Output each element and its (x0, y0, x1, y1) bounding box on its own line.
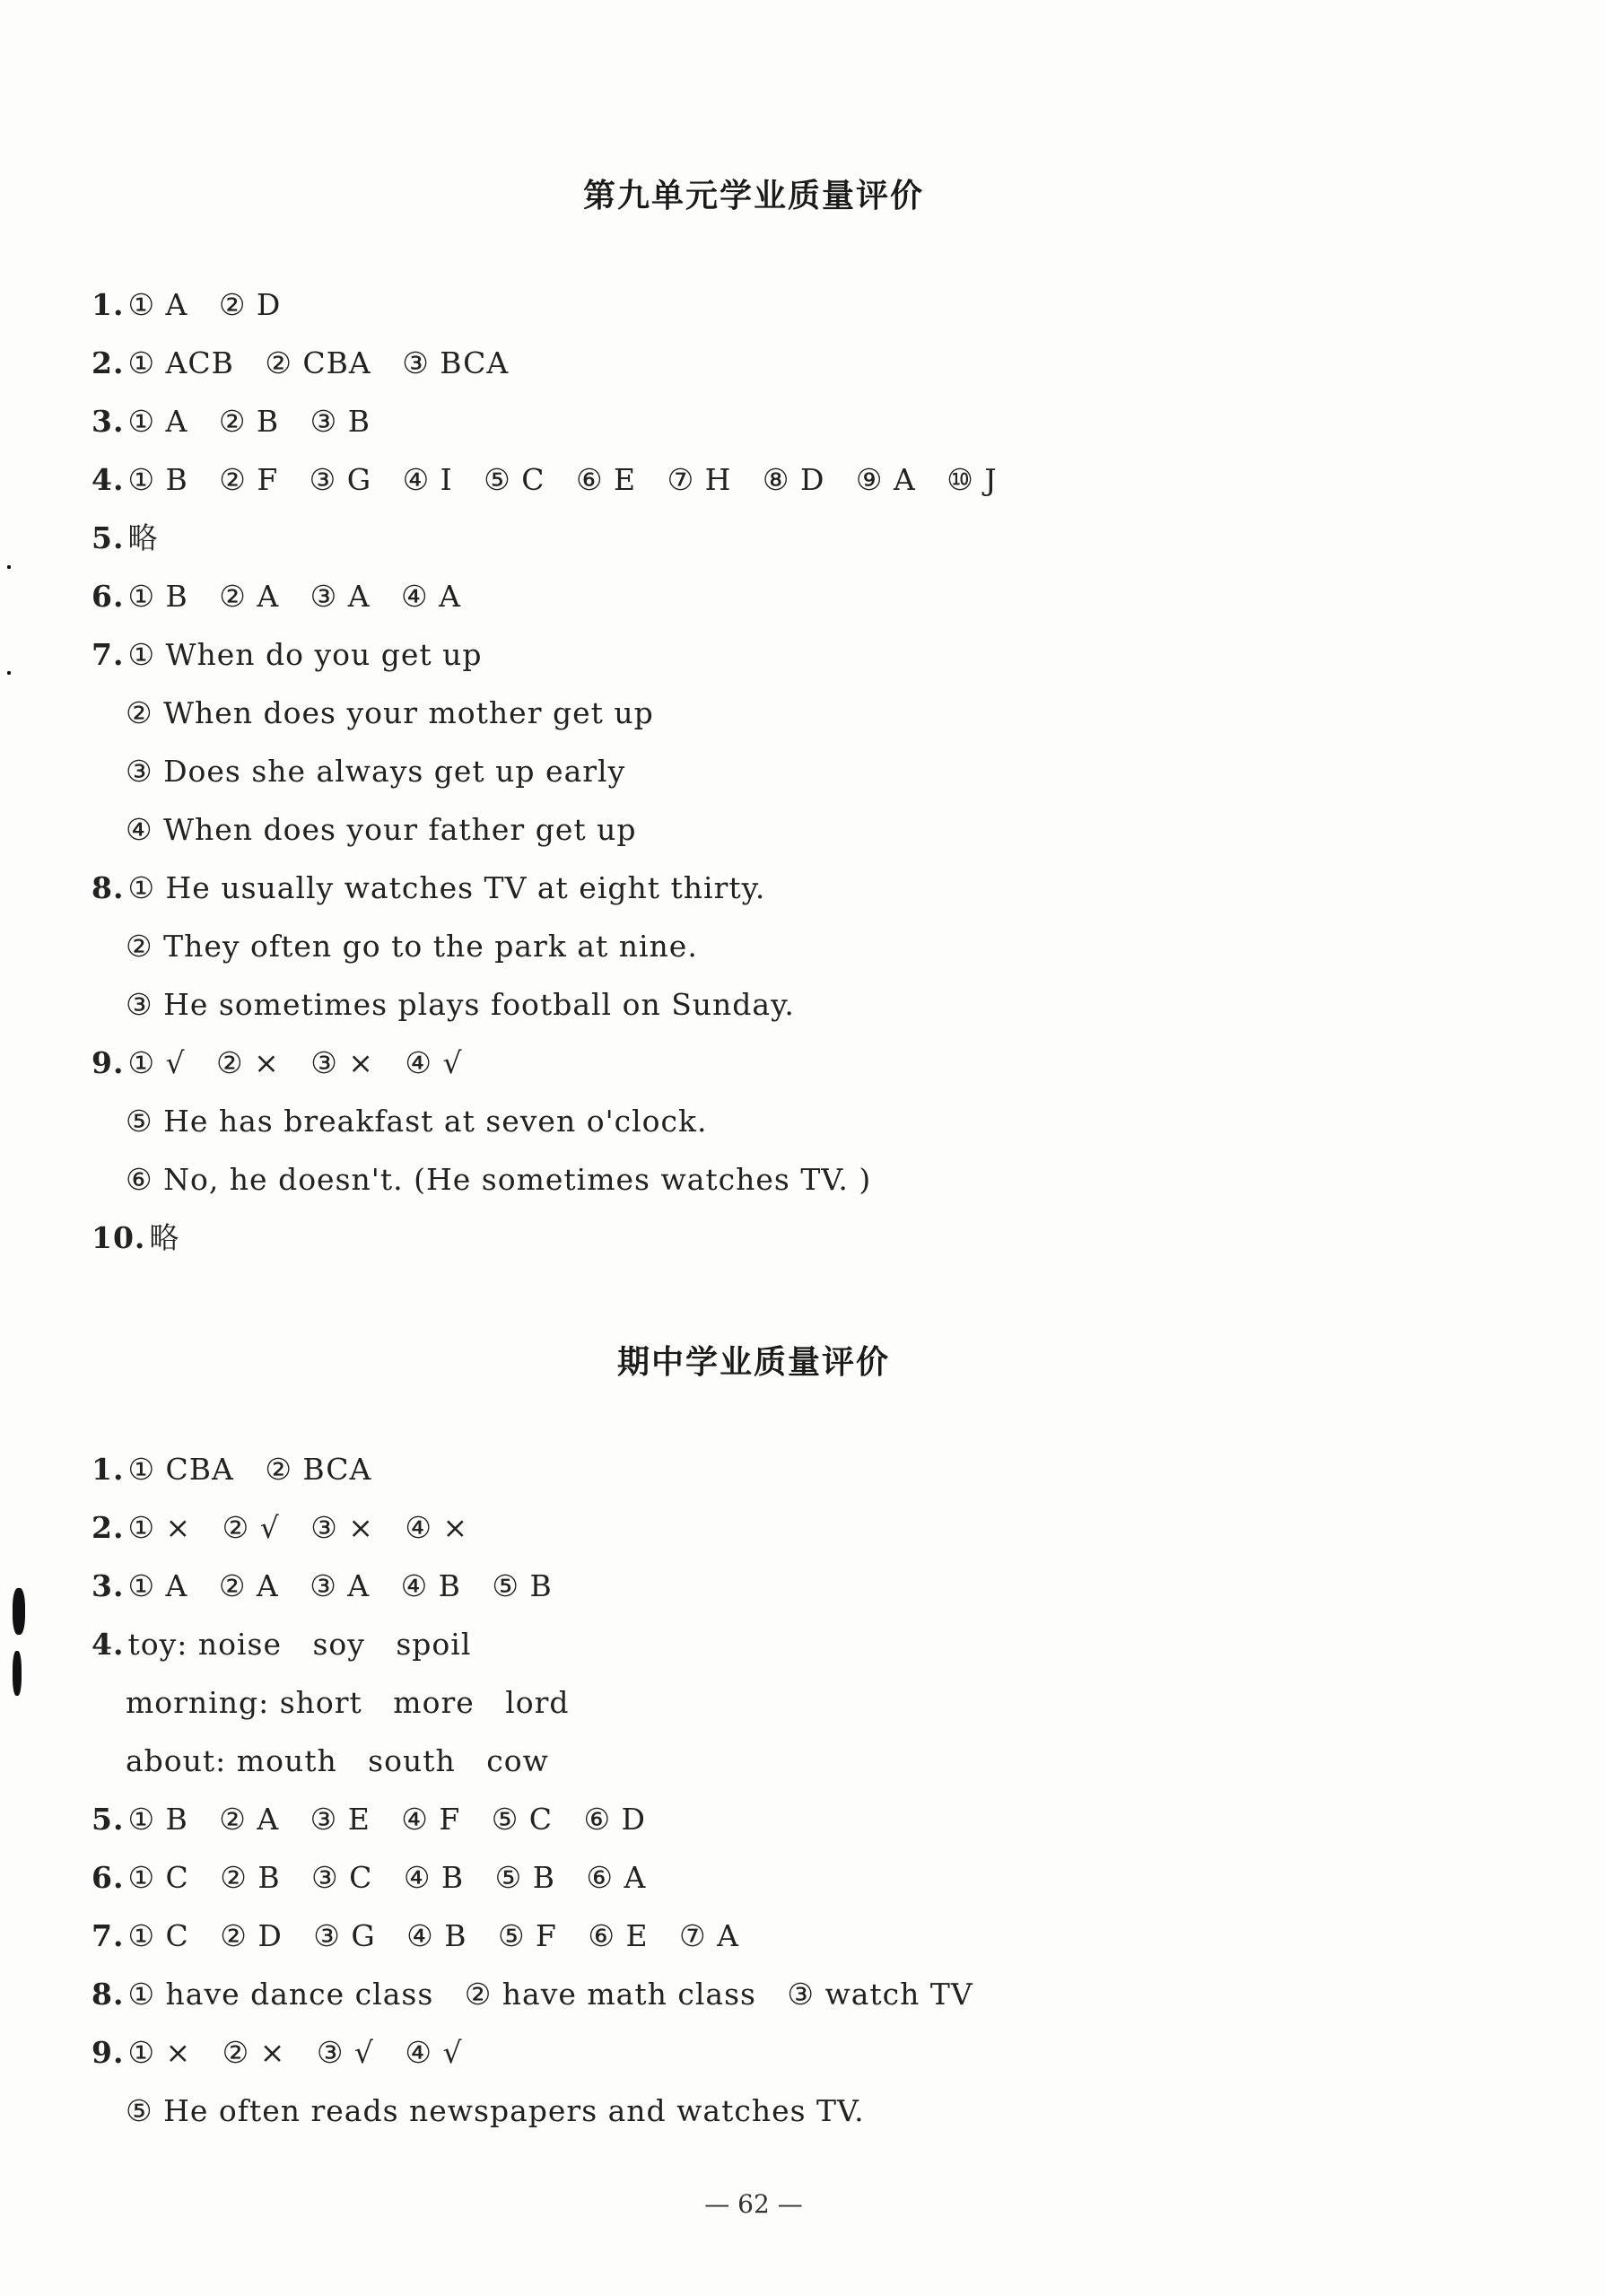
answer-line (126, 1685, 570, 1721)
answer-text: ① C ② B ③ C ④ B ⑤ B ⑥ A (127, 1860, 647, 1895)
answer-line (92, 870, 765, 906)
answer-line (126, 987, 795, 1023)
question-number: 2. (92, 345, 125, 380)
answer-line (126, 929, 698, 965)
answer-line (92, 637, 483, 673)
answer-text: ① √ ② × ③ × ④ √ (127, 1045, 463, 1080)
answer-line (126, 1162, 871, 1198)
question-number: 4. (92, 462, 125, 497)
answer-line (92, 1860, 646, 1896)
answer-line (92, 404, 371, 440)
answer-line (92, 1977, 973, 2012)
answer-text: ① He usually watches TV at eight thirty. (127, 870, 766, 905)
answer-line (126, 1104, 708, 1139)
answer-text: ① have dance class ② have math class ③ watch TV (127, 1977, 973, 2012)
question-number: 7. (92, 1918, 125, 1953)
answer-text: ⑤ He often reads newspapers and watches TV. (126, 2093, 865, 2128)
answer-line (92, 1627, 471, 1663)
answer-text: ① × ② √ ③ × ④ × (127, 1510, 469, 1545)
question-number: 6. (92, 579, 125, 614)
page-number: — 62 — (704, 2189, 803, 2219)
answer-text: ① C ② D ③ G ④ B ⑤ F ⑥ E ⑦ A (127, 1918, 739, 1953)
answer-line (126, 1743, 549, 1779)
question-number: 1. (92, 287, 125, 322)
answer-text: ① B ② F ③ G ④ I ⑤ C ⑥ E ⑦ H ⑧ D ⑨ A ⑩ J (127, 462, 998, 497)
answer-text: ① A ② B ③ B (127, 404, 371, 439)
question-number: 4. (92, 1627, 125, 1662)
section-title-unit9: 第九单元学业质量评价 (582, 178, 924, 214)
question-number: 1. (92, 1452, 125, 1487)
answer-line (126, 695, 654, 731)
question-number: 3. (92, 404, 125, 439)
question-number: 9. (92, 2035, 125, 2070)
answer-line (92, 1452, 371, 1488)
answer-line (92, 345, 509, 381)
answer-text: ① ACB ② CBA ③ BCA (127, 345, 510, 380)
answer-line (92, 1918, 739, 1954)
answer-text: toy: noise soy spoil (127, 1627, 472, 1662)
question-number: 9. (92, 1045, 125, 1080)
answer-text: 略 (127, 520, 159, 555)
scan-mark (13, 1651, 22, 1696)
answer-line (92, 1568, 553, 1604)
answer-line (92, 520, 158, 556)
question-number: 10. (92, 1220, 146, 1255)
answer-line (92, 462, 998, 498)
answer-text: 略 (149, 1220, 180, 1255)
question-number: 6. (92, 1860, 125, 1895)
answer-line (126, 754, 625, 790)
answer-text: ① When do you get up (127, 637, 483, 672)
question-number: 5. (92, 1802, 125, 1837)
answer-text: morning: short more lord (126, 1685, 570, 1720)
answer-text: ① CBA ② BCA (127, 1452, 372, 1487)
answer-text: ① B ② A ③ A ④ A (127, 579, 461, 614)
answer-text: ② When does your mother get up (126, 695, 654, 730)
answer-line (126, 812, 636, 848)
section-title-midterm: 期中学业质量评价 (616, 1344, 890, 1381)
answer-line (92, 2035, 463, 2071)
question-number: 2. (92, 1510, 125, 1545)
answer-line (92, 579, 461, 615)
scan-mark (7, 671, 11, 675)
answer-line (92, 1045, 463, 1081)
scan-mark (13, 1588, 25, 1635)
scan-mark (7, 565, 11, 569)
answer-text: about: mouth south cow (126, 1743, 549, 1778)
answer-line (92, 1510, 468, 1546)
answer-text: ① A ② D (127, 287, 282, 322)
answer-line (126, 2093, 865, 2129)
answer-line (92, 1802, 646, 1838)
question-number: 3. (92, 1568, 125, 1603)
answer-text: ⑤ He has breakfast at seven o'clock. (126, 1104, 708, 1139)
question-number: 7. (92, 637, 125, 672)
answer-text: ④ When does your father get up (126, 812, 637, 847)
question-number: 5. (92, 520, 125, 555)
answer-text: ① B ② A ③ E ④ F ⑤ C ⑥ D (127, 1802, 647, 1837)
answer-text: ① A ② A ③ A ④ B ⑤ B (127, 1568, 553, 1603)
answer-line (92, 287, 281, 323)
question-number: 8. (92, 870, 125, 905)
answer-line (92, 1220, 179, 1256)
answer-text: ③ Does she always get up early (126, 754, 626, 789)
answer-text: ③ He sometimes plays football on Sunday. (126, 987, 795, 1022)
answer-text: ② They often go to the park at nine. (126, 929, 698, 964)
answer-text: ⑥ No, he doesn't. (He sometimes watches TV. ) (126, 1162, 872, 1197)
question-number: 8. (92, 1977, 125, 2012)
answer-text: ① × ② × ③ √ ④ √ (127, 2035, 463, 2070)
